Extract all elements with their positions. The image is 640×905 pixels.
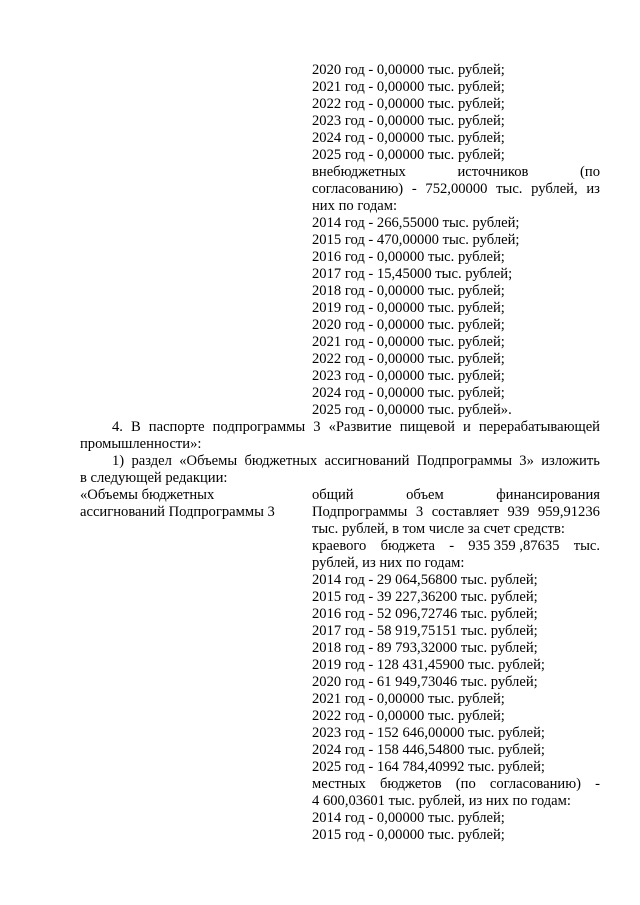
word: тыс. (496, 181, 523, 197)
word: раздел (131, 453, 172, 469)
word: тыс. (573, 538, 600, 554)
word: «Объемы (179, 453, 238, 469)
text-line: рублей, из них по годам: (312, 555, 465, 571)
word: финансирования (496, 487, 600, 503)
year-line: 2024 год - 0,00000 тыс. рублей; (312, 385, 505, 401)
word: источников (457, 164, 529, 180)
year-line: 2014 год - 0,00000 тыс. рублей; (312, 810, 505, 826)
year-line: 2021 год - 0,00000 тыс. рублей; (312, 79, 505, 95)
word: и (462, 419, 471, 435)
year-line: 2024 год - 0,00000 тыс. рублей; (312, 130, 505, 146)
word: краевого (312, 538, 367, 554)
word: 3» (519, 453, 534, 469)
word: бюджета (380, 538, 435, 554)
word: 939 (507, 504, 530, 520)
word: 3 (313, 419, 321, 435)
text-line (312, 487, 600, 504)
year-line: 2017 год - 58 919,75151 тыс. рублей; (312, 623, 538, 639)
paragraph-line (112, 453, 600, 470)
text-line (312, 504, 600, 521)
word: 4. (112, 419, 123, 435)
text-line (312, 164, 600, 181)
word: внебюджетных (312, 164, 406, 180)
year-line: 2018 год - 89 793,32000 тыс. рублей; (312, 640, 538, 656)
word: из (586, 181, 600, 197)
word: местных (312, 776, 366, 792)
word: - (449, 538, 455, 554)
year-line: 2025 год - 0,00000 тыс. рублей». (312, 402, 512, 418)
word: «Развитие (328, 419, 392, 435)
text-line (312, 776, 600, 793)
table-label: «Объемы бюджетных (80, 487, 215, 503)
word: 752,00000 (425, 181, 488, 197)
word: - (411, 181, 417, 197)
word: (по (455, 776, 476, 792)
paragraph-line (112, 419, 600, 436)
word: 935 359 ,87635 (468, 538, 560, 554)
word: рублей, (531, 181, 578, 197)
word: В (131, 419, 141, 435)
year-line: 2025 год - 0,00000 тыс. рублей; (312, 147, 505, 163)
year-line: 2017 год - 15,45000 тыс. рублей; (312, 266, 513, 282)
word: Подпрограммы (312, 504, 408, 520)
word: объем (406, 487, 444, 503)
word: паспорте (148, 419, 205, 435)
year-line: 2014 год - 266,55000 тыс. рублей; (312, 215, 520, 231)
year-line: 2018 год - 0,00000 тыс. рублей; (312, 283, 505, 299)
word: 1) (112, 453, 125, 469)
year-line: 2024 год - 158 446,54800 тыс. рублей; (312, 742, 545, 758)
text-line (312, 538, 600, 555)
year-line: 2020 год - 0,00000 тыс. рублей; (312, 62, 505, 78)
year-line: 2015 год - 39 227,36200 тыс. рублей; (312, 589, 538, 605)
word: - (595, 776, 600, 792)
year-line: 2022 год - 0,00000 тыс. рублей; (312, 708, 505, 724)
word: составляет (431, 504, 499, 520)
word: перерабатывающей (478, 419, 600, 435)
year-line: 2014 год - 29 064,56800 тыс. рублей; (312, 572, 538, 588)
word: общий (312, 487, 354, 503)
text-line: 4 600,03601 тыс. рублей, из них по годам: (312, 793, 571, 809)
table-label: ассигнований Подпрограммы 3 (80, 504, 275, 520)
year-line: 2023 год - 152 646,00000 тыс. рублей; (312, 725, 545, 741)
year-line: 2019 год - 128 431,45900 тыс. рублей; (312, 657, 545, 673)
year-line: 2019 год - 0,00000 тыс. рублей; (312, 300, 505, 316)
word: Подпрограммы (416, 453, 512, 469)
year-line: 2023 год - 0,00000 тыс. рублей; (312, 113, 505, 129)
year-line: 2020 год - 0,00000 тыс. рублей; (312, 317, 505, 333)
word: 3 (415, 504, 424, 520)
word: ассигнований (324, 453, 410, 469)
word: изложить (541, 453, 600, 469)
paragraph-line: в следующей редакции: (80, 470, 228, 486)
word: согласованию) (312, 181, 404, 197)
year-line: 2015 год - 0,00000 тыс. рублей; (312, 827, 505, 843)
word: (по (580, 164, 600, 180)
year-line: 2015 год - 470,00000 тыс. рублей; (312, 232, 520, 248)
year-line: 2020 год - 61 949,73046 тыс. рублей; (312, 674, 538, 690)
word: бюджетов (379, 776, 442, 792)
year-line: 2022 год - 0,00000 тыс. рублей; (312, 96, 505, 112)
word: согласованию) (489, 776, 581, 792)
year-line: 2022 год - 0,00000 тыс. рублей; (312, 351, 505, 367)
word: 959,91236 (537, 504, 600, 520)
text-line: них по годам: (312, 198, 398, 214)
word: пищевой (399, 419, 455, 435)
year-line: 2023 год - 0,00000 тыс. рублей; (312, 368, 505, 384)
paragraph-line: промышленности»: (80, 436, 202, 452)
year-line: 2021 год - 0,00000 тыс. рублей; (312, 334, 505, 350)
word: подпрограммы (212, 419, 306, 435)
year-line: 2016 год - 52 096,72746 тыс. рублей; (312, 606, 538, 622)
year-line: 2025 год - 164 784,40992 тыс. рублей; (312, 759, 545, 775)
text-line (312, 181, 600, 198)
text-line: тыс. рублей, в том числе за счет средств: (312, 521, 565, 537)
year-line: 2021 год - 0,00000 тыс. рублей; (312, 691, 505, 707)
year-line: 2016 год - 0,00000 тыс. рублей; (312, 249, 505, 265)
word: бюджетных (244, 453, 318, 469)
